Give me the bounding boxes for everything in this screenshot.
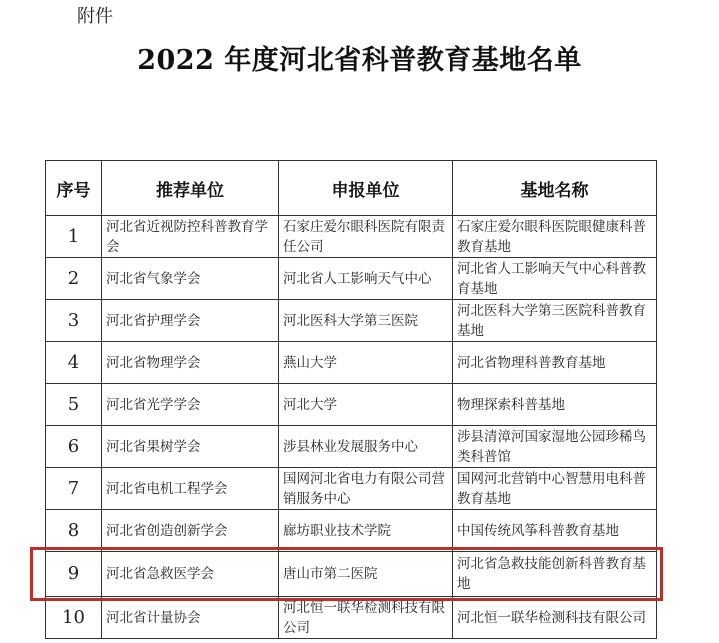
cell-index: 1 [46,216,102,258]
cell-recommender: 河北省急救医学会 [102,552,279,597]
cell-index: 6 [46,426,102,468]
header-index: 序号 [46,161,102,216]
table-row [46,258,657,300]
cell-index: 9 [46,552,102,597]
cell-applicant: 燕山大学 [279,342,453,384]
base-list-table [45,160,657,639]
cell-base-name: 物理探索科普基地 [453,384,657,426]
header-base-name: 基地名称 [453,161,657,216]
attachment-label: 附件 [77,6,113,27]
cell-base-name: 河北省物理科普教育基地 [453,342,657,384]
cell-recommender: 河北省计量协会 [102,597,279,639]
cell-applicant: 河北大学 [279,384,453,426]
cell-applicant: 涉县林业发展服务中心 [279,426,453,468]
cell-base-name: 河北医科大学第三医院科普教育基地 [453,300,657,342]
cell-applicant: 河北恒一联华检测科技有限公司 [279,597,453,639]
cell-index: 2 [46,258,102,300]
cell-base-name: 河北恒一联华检测科技有限公司 [453,597,657,639]
header-recommender: 推荐单位 [102,161,279,216]
cell-applicant: 河北医科大学第三医院 [279,300,453,342]
cell-index: 3 [46,300,102,342]
cell-base-name: 河北省人工影响天气中心科普教育基地 [453,258,657,300]
cell-index: 8 [46,510,102,552]
table-row [46,216,657,258]
cell-base-name: 河北省急救技能创新科普教育基地 [453,552,657,597]
table-row [46,597,657,639]
table-row [46,468,657,510]
cell-index: 10 [46,597,102,639]
table-row [46,384,657,426]
table-row [46,552,657,597]
document-title: 2022 年度河北省科普教育基地名单 [137,45,582,76]
cell-applicant: 廊坊职业技术学院 [279,510,453,552]
cell-recommender: 河北省光学学会 [102,384,279,426]
cell-base-name: 涉县清漳河国家湿地公园珍稀鸟类科普馆 [453,426,657,468]
cell-index: 7 [46,468,102,510]
table-header-row [46,161,657,216]
table-row [46,300,657,342]
header-applicant: 申报单位 [279,161,453,216]
cell-base-name: 石家庄爱尔眼科医院眼健康科普教育基地 [453,216,657,258]
cell-applicant: 唐山市第二医院 [279,552,453,597]
cell-applicant: 国网河北省电力有限公司营销服务中心 [279,468,453,510]
cell-recommender: 河北省果树学会 [102,426,279,468]
cell-recommender: 河北省物理学会 [102,342,279,384]
cell-base-name: 中国传统风筝科普教育基地 [453,510,657,552]
cell-recommender: 河北省护理学会 [102,300,279,342]
cell-index: 5 [46,384,102,426]
table-row [46,426,657,468]
table-row [46,342,657,384]
cell-index: 4 [46,342,102,384]
cell-recommender: 河北省电机工程学会 [102,468,279,510]
table-row [46,510,657,552]
cell-recommender: 河北省气象学会 [102,258,279,300]
cell-base-name: 国网河北营销中心智慧用电科普教育基地 [453,468,657,510]
cell-applicant: 河北省人工影响天气中心 [279,258,453,300]
cell-recommender: 河北省创造创新学会 [102,510,279,552]
cell-applicant: 石家庄爱尔眼科医院有限责任公司 [279,216,453,258]
cell-recommender: 河北省近视防控科普教育学会 [102,216,279,258]
